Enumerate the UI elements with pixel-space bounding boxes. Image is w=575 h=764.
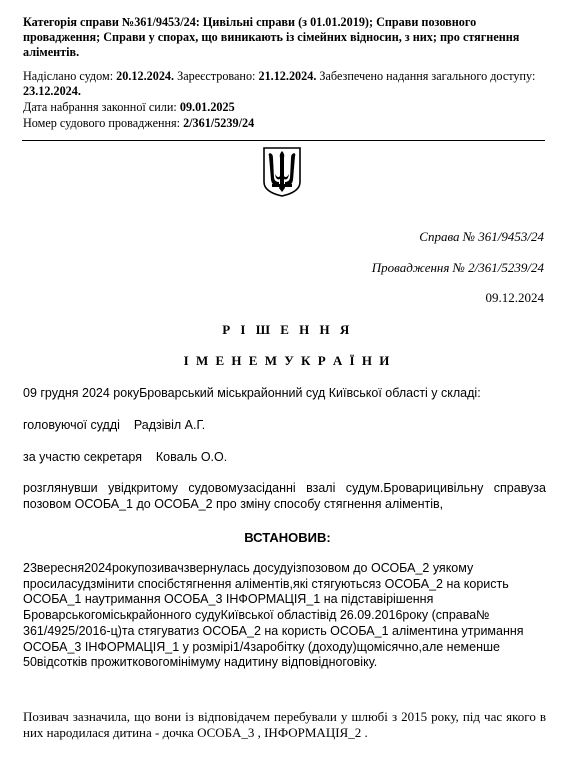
registered-label: Зареєстровано:	[174, 69, 259, 83]
consideration-paragraph: розглянувши увідкритому судовомузасіданні взалі судум.Броварицивільну справуза позовом ОСОБА_1 до ОСОБА_2 про зміну способу стягнення аліментів,	[23, 481, 546, 511]
category-label: Категорія справи №	[23, 15, 135, 29]
decision-date: 09.12.2024	[485, 290, 544, 305]
presiding-judge: головуючої судді Радзівіл А.Г.	[23, 418, 206, 432]
trident-coat-of-arms-icon	[262, 146, 302, 198]
publication-dates	[23, 69, 548, 99]
court-composition: 09 грудня 2024 рокуБроварський міськрайонний суд Київської області у складі:	[23, 386, 481, 400]
proceeding-number-right: Провадження № 2/361/5239/24	[371, 260, 544, 275]
case-category	[23, 15, 523, 60]
plaintiff-statement: Позивач зазначила, що вони із відповідачем перебували у шлюбі з 2015 року, під час якого в них народилася дитина - дочка ОСОБА_3 , ІНФОРМАЦІЯ_2 .	[23, 709, 546, 740]
decision-title: Р І Ш Е Н Н Я	[222, 322, 353, 337]
access-label: Забезпечено надання загального доступу:	[316, 69, 536, 83]
case-number: Справа № 361/9453/24	[419, 229, 544, 244]
proceeding-number-line	[23, 116, 254, 131]
court-secretary: за участю секретаря Коваль О.О.	[23, 450, 228, 464]
claim-paragraph: 23вересня2024рокупозивачзвернулась досудуізпозовом до ОСОБА_2 уякому просиласудзмінити спосібстягнення аліментів,які стягуютьсяз ОСОБА_2 на користь ОСОБА_1 наутримання ОСОБА_3 ІНФОРМАЦІЯ_1 на підставірішення Броварськогоміськрайонного судуКиївської областівід 26.09.2016року (справа№ 361/4925/2016-ц)та стягуватиз ОСОБА_2 на користь ОСОБА_1 аліментина утримання ОСОБА_3 ІНФОРМАЦІЯ_1 у розмірі1/4заробітку (доходу)щомісячно,але неменше 50відсотків прожитковогомінімуму надитину відповідноговіку.	[23, 561, 524, 670]
category-case: 361/9453/24: Цивільні справи (з 01.01.2019); Справи позовного провадження; Справи у спорах, що виникають із сімейних відносин, з них; про стягнення аліментів.	[23, 15, 520, 59]
access-date: 23.12.2024.	[23, 84, 81, 98]
effective-date: 09.01.2025	[179, 100, 235, 114]
registered-date: 21.12.2024.	[258, 69, 317, 83]
established-heading: ВСТАНОВИВ:	[244, 530, 331, 545]
effective-label: Дата набрання законної сили:	[23, 100, 180, 114]
proceeding-number: 2/361/5239/24	[183, 116, 255, 130]
header-divider	[22, 140, 545, 141]
in-name-of-ukraine: І М Е Н Е М У К Р А Ї Н И	[183, 353, 392, 368]
proceeding-label: Номер судового провадження:	[23, 116, 184, 130]
sent-label: Надіслано судом:	[23, 69, 117, 83]
sent-date: 20.12.2024.	[116, 69, 175, 83]
effective-date-line	[23, 100, 235, 115]
